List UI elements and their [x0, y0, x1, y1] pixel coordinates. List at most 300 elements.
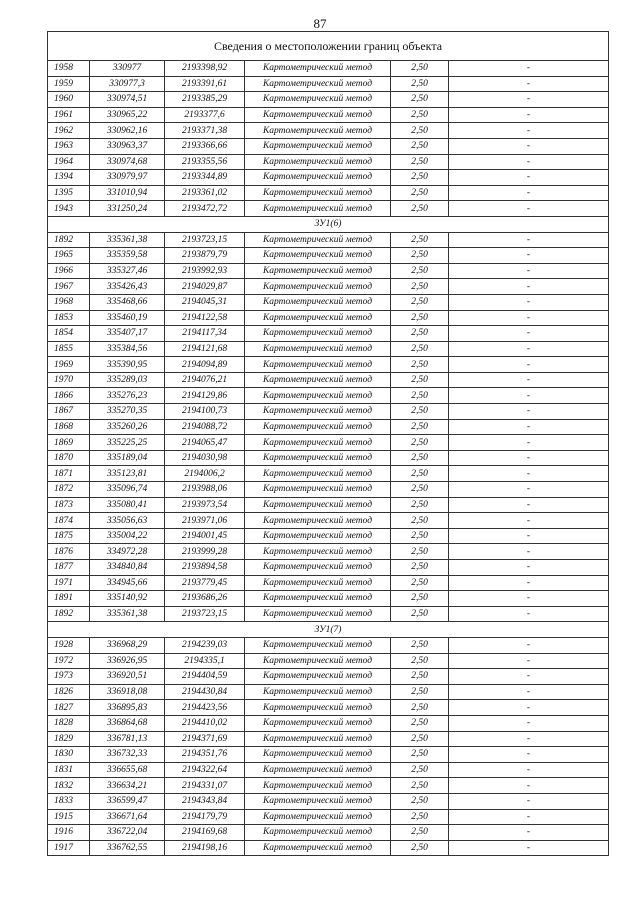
note-cell: -: [449, 809, 609, 825]
note-cell: -: [449, 762, 609, 778]
point-number-cell: 1971: [48, 575, 90, 591]
point-number-cell: 1867: [48, 404, 90, 420]
note-cell: -: [449, 778, 609, 794]
coord-y-cell: 2193361,02: [165, 185, 245, 201]
note-cell: -: [449, 450, 609, 466]
coord-y-cell: 2194423,56: [165, 700, 245, 716]
accuracy-cell: 2,50: [391, 637, 449, 653]
coord-y-cell: 2194030,98: [165, 450, 245, 466]
point-number-cell: 1965: [48, 248, 90, 264]
coord-x-cell: 336634,21: [90, 778, 165, 794]
table-row: [48, 92, 609, 108]
coord-x-cell: 335289,03: [90, 372, 165, 388]
table-row: [48, 560, 609, 576]
method-cell: Картометрический метод: [245, 248, 391, 264]
coord-y-cell: 2194076,21: [165, 372, 245, 388]
coord-x-cell: 335276,23: [90, 388, 165, 404]
coord-x-cell: 335123,81: [90, 466, 165, 482]
coord-y-cell: 2194121,68: [165, 341, 245, 357]
coord-x-cell: 335096,74: [90, 482, 165, 498]
point-number-cell: 1869: [48, 435, 90, 451]
note-cell: -: [449, 372, 609, 388]
coord-x-cell: 334840,84: [90, 560, 165, 576]
coord-y-cell: 2194100,73: [165, 404, 245, 420]
method-cell: Картометрический метод: [245, 450, 391, 466]
coord-x-cell: 335080,41: [90, 497, 165, 513]
accuracy-cell: 2,50: [391, 263, 449, 279]
coord-x-cell: 331010,94: [90, 185, 165, 201]
point-number-cell: 1967: [48, 279, 90, 295]
point-number-cell: 1871: [48, 466, 90, 482]
method-cell: Картометрический метод: [245, 435, 391, 451]
coord-x-cell: 335468,66: [90, 294, 165, 310]
method-cell: Картометрический метод: [245, 154, 391, 170]
coord-x-cell: 335384,56: [90, 341, 165, 357]
accuracy-cell: 2,50: [391, 248, 449, 264]
coord-x-cell: 335260,26: [90, 419, 165, 435]
coord-y-cell: 2193366,66: [165, 138, 245, 154]
coord-x-cell: 336671,64: [90, 809, 165, 825]
coord-x-cell: 330977: [90, 61, 165, 77]
table-row: [48, 279, 609, 295]
table-row: [48, 232, 609, 248]
coord-x-cell: 336926,95: [90, 653, 165, 669]
point-number-cell: 1917: [48, 840, 90, 856]
point-number-cell: 1915: [48, 809, 90, 825]
note-cell: -: [449, 92, 609, 108]
method-cell: Картометрический метод: [245, 778, 391, 794]
note-cell: -: [449, 185, 609, 201]
coord-x-cell: 335270,35: [90, 404, 165, 420]
coord-y-cell: 2193723,15: [165, 606, 245, 622]
note-cell: -: [449, 326, 609, 342]
method-cell: Картометрический метод: [245, 185, 391, 201]
coord-y-cell: 2194331,07: [165, 778, 245, 794]
method-cell: Картометрический метод: [245, 575, 391, 591]
note-cell: -: [449, 294, 609, 310]
table-row: [48, 435, 609, 451]
point-number-cell: 1854: [48, 326, 90, 342]
table-row: [48, 513, 609, 529]
method-cell: Картометрический метод: [245, 170, 391, 186]
coord-y-cell: 2194322,64: [165, 762, 245, 778]
method-cell: Картометрический метод: [245, 341, 391, 357]
point-number-cell: 1395: [48, 185, 90, 201]
table-row: [48, 825, 609, 841]
accuracy-cell: 2,50: [391, 372, 449, 388]
coord-y-cell: 2193355,56: [165, 154, 245, 170]
accuracy-cell: 2,50: [391, 762, 449, 778]
method-cell: Картометрический метод: [245, 731, 391, 747]
note-cell: -: [449, 248, 609, 264]
point-number-cell: 1970: [48, 372, 90, 388]
accuracy-cell: 2,50: [391, 61, 449, 77]
coord-x-cell: 336762,55: [90, 840, 165, 856]
note-cell: -: [449, 123, 609, 139]
coord-x-cell: 335327,46: [90, 263, 165, 279]
accuracy-cell: 2,50: [391, 294, 449, 310]
note-cell: -: [449, 560, 609, 576]
accuracy-cell: 2,50: [391, 310, 449, 326]
coord-x-cell: 335225,25: [90, 435, 165, 451]
accuracy-cell: 2,50: [391, 715, 449, 731]
method-cell: Картометрический метод: [245, 513, 391, 529]
accuracy-cell: 2,50: [391, 544, 449, 560]
coord-x-cell: 335004,22: [90, 528, 165, 544]
method-cell: Картометрический метод: [245, 419, 391, 435]
coord-x-cell: 336599,47: [90, 793, 165, 809]
section-label: ЗУ1(6): [48, 216, 609, 232]
coord-x-cell: 336732,33: [90, 747, 165, 763]
point-number-cell: 1830: [48, 747, 90, 763]
point-number-cell: 1874: [48, 513, 90, 529]
note-cell: -: [449, 341, 609, 357]
table-row: [48, 310, 609, 326]
accuracy-cell: 2,50: [391, 76, 449, 92]
coord-y-cell: 2194129,86: [165, 388, 245, 404]
note-cell: -: [449, 279, 609, 295]
coord-y-cell: 2194088,72: [165, 419, 245, 435]
table-row: [48, 248, 609, 264]
note-cell: -: [449, 653, 609, 669]
coord-y-cell: 2193999,28: [165, 544, 245, 560]
method-cell: Картометрический метод: [245, 279, 391, 295]
point-number-cell: 1891: [48, 591, 90, 607]
method-cell: Картометрический метод: [245, 497, 391, 513]
accuracy-cell: 2,50: [391, 684, 449, 700]
accuracy-cell: 2,50: [391, 482, 449, 498]
point-number-cell: 1870: [48, 450, 90, 466]
coord-x-cell: 335460,19: [90, 310, 165, 326]
table-row: [48, 170, 609, 186]
accuracy-cell: 2,50: [391, 232, 449, 248]
table-row: [48, 653, 609, 669]
point-number-cell: 1969: [48, 357, 90, 373]
table-row: [48, 341, 609, 357]
note-cell: -: [449, 466, 609, 482]
coord-y-cell: 2194343,84: [165, 793, 245, 809]
method-cell: Картометрический метод: [245, 263, 391, 279]
section-label: ЗУ1(7): [48, 622, 609, 638]
coord-y-cell: 2193398,92: [165, 61, 245, 77]
table-row: [48, 606, 609, 622]
accuracy-cell: 2,50: [391, 606, 449, 622]
note-cell: -: [449, 544, 609, 560]
table-row: [48, 591, 609, 607]
accuracy-cell: 2,50: [391, 107, 449, 123]
accuracy-cell: 2,50: [391, 793, 449, 809]
method-cell: Картометрический метод: [245, 809, 391, 825]
page-number: 87: [313, 16, 327, 31]
table-row: [48, 123, 609, 139]
table-row: [48, 482, 609, 498]
point-number-cell: 1962: [48, 123, 90, 139]
coord-x-cell: 336655,68: [90, 762, 165, 778]
table-row: [48, 528, 609, 544]
coord-x-cell: 335140,92: [90, 591, 165, 607]
method-cell: Картометрический метод: [245, 372, 391, 388]
accuracy-cell: 2,50: [391, 404, 449, 420]
point-number-cell: 1872: [48, 482, 90, 498]
coord-x-cell: 335361,38: [90, 232, 165, 248]
point-number-cell: 1831: [48, 762, 90, 778]
accuracy-cell: 2,50: [391, 154, 449, 170]
coord-x-cell: 336920,51: [90, 669, 165, 685]
coord-x-cell: 334972,28: [90, 544, 165, 560]
note-cell: -: [449, 138, 609, 154]
point-number-cell: 1853: [48, 310, 90, 326]
accuracy-cell: 2,50: [391, 92, 449, 108]
point-number-cell: 1832: [48, 778, 90, 794]
method-cell: Картометрический метод: [245, 388, 391, 404]
method-cell: Картометрический метод: [245, 793, 391, 809]
coord-y-cell: 2193988,06: [165, 482, 245, 498]
point-number-cell: 1960: [48, 92, 90, 108]
point-number-cell: 1829: [48, 731, 90, 747]
point-number-cell: 1973: [48, 669, 90, 685]
coord-x-cell: 330979,97: [90, 170, 165, 186]
table-row: [48, 357, 609, 373]
accuracy-cell: 2,50: [391, 825, 449, 841]
accuracy-cell: 2,50: [391, 700, 449, 716]
coord-y-cell: 2194045,31: [165, 294, 245, 310]
table-row: [48, 669, 609, 685]
method-cell: Картометрический метод: [245, 310, 391, 326]
coord-x-cell: 336864,68: [90, 715, 165, 731]
coord-x-cell: 336781,13: [90, 731, 165, 747]
method-cell: Картометрический метод: [245, 232, 391, 248]
table-row: [48, 497, 609, 513]
table-row: [48, 809, 609, 825]
point-number-cell: 1966: [48, 263, 90, 279]
note-cell: -: [449, 497, 609, 513]
coord-y-cell: 2193992,93: [165, 263, 245, 279]
table-row: [48, 450, 609, 466]
coord-y-cell: 2193472,72: [165, 201, 245, 217]
coord-y-cell: 2194410,02: [165, 715, 245, 731]
coord-x-cell: 334945,66: [90, 575, 165, 591]
coord-y-cell: 2193686,26: [165, 591, 245, 607]
accuracy-cell: 2,50: [391, 123, 449, 139]
coord-x-cell: 335407,17: [90, 326, 165, 342]
note-cell: -: [449, 731, 609, 747]
method-cell: Картометрический метод: [245, 591, 391, 607]
table-row: [48, 201, 609, 217]
table-row: [48, 778, 609, 794]
table-row: [48, 419, 609, 435]
accuracy-cell: 2,50: [391, 528, 449, 544]
coord-x-cell: 335361,38: [90, 606, 165, 622]
note-cell: -: [449, 404, 609, 420]
table-row: [48, 793, 609, 809]
note-cell: -: [449, 388, 609, 404]
table-row: [48, 840, 609, 856]
method-cell: Картометрический метод: [245, 762, 391, 778]
point-number-cell: 1961: [48, 107, 90, 123]
accuracy-cell: 2,50: [391, 497, 449, 513]
point-number-cell: 1866: [48, 388, 90, 404]
accuracy-cell: 2,50: [391, 341, 449, 357]
method-cell: Картометрический метод: [245, 107, 391, 123]
coord-x-cell: 330965,22: [90, 107, 165, 123]
table-row: [48, 263, 609, 279]
point-number-cell: 1826: [48, 684, 90, 700]
section-row: [48, 622, 609, 638]
note-cell: -: [449, 591, 609, 607]
point-number-cell: 1968: [48, 294, 90, 310]
note-cell: -: [449, 825, 609, 841]
accuracy-cell: 2,50: [391, 435, 449, 451]
point-number-cell: 1892: [48, 232, 90, 248]
accuracy-cell: 2,50: [391, 450, 449, 466]
method-cell: Картометрический метод: [245, 61, 391, 77]
table-row: [48, 388, 609, 404]
section-row: [48, 216, 609, 232]
point-number-cell: 1855: [48, 341, 90, 357]
coord-y-cell: 2193391,61: [165, 76, 245, 92]
note-cell: -: [449, 232, 609, 248]
accuracy-cell: 2,50: [391, 591, 449, 607]
note-cell: -: [449, 840, 609, 856]
coord-x-cell: 336918,08: [90, 684, 165, 700]
coord-x-cell: 330963,37: [90, 138, 165, 154]
method-cell: Картометрический метод: [245, 669, 391, 685]
note-cell: -: [449, 793, 609, 809]
method-cell: Картометрический метод: [245, 482, 391, 498]
accuracy-cell: 2,50: [391, 669, 449, 685]
note-cell: -: [449, 263, 609, 279]
accuracy-cell: 2,50: [391, 731, 449, 747]
method-cell: Картометрический метод: [245, 637, 391, 653]
coord-x-cell: 335056,63: [90, 513, 165, 529]
accuracy-cell: 2,50: [391, 809, 449, 825]
coord-x-cell: 330974,68: [90, 154, 165, 170]
method-cell: Картометрический метод: [245, 123, 391, 139]
table-row: [48, 185, 609, 201]
table-row: [48, 747, 609, 763]
coord-y-cell: 2194029,87: [165, 279, 245, 295]
point-number-cell: 1873: [48, 497, 90, 513]
point-number-cell: 1964: [48, 154, 90, 170]
table-row: [48, 466, 609, 482]
method-cell: Картометрический метод: [245, 357, 391, 373]
coord-y-cell: 2194094,89: [165, 357, 245, 373]
coord-y-cell: 2194065,47: [165, 435, 245, 451]
table-row: [48, 700, 609, 716]
coord-y-cell: 2194430,84: [165, 684, 245, 700]
note-cell: -: [449, 61, 609, 77]
accuracy-cell: 2,50: [391, 560, 449, 576]
table-row: [48, 107, 609, 123]
coord-y-cell: 2193779,45: [165, 575, 245, 591]
note-cell: -: [449, 575, 609, 591]
method-cell: Картометрический метод: [245, 466, 391, 482]
method-cell: Картометрический метод: [245, 747, 391, 763]
note-cell: -: [449, 637, 609, 653]
method-cell: Картометрический метод: [245, 700, 391, 716]
method-cell: Картометрический метод: [245, 840, 391, 856]
accuracy-cell: 2,50: [391, 185, 449, 201]
method-cell: Картометрический метод: [245, 560, 391, 576]
method-cell: Картометрический метод: [245, 138, 391, 154]
accuracy-cell: 2,50: [391, 138, 449, 154]
accuracy-cell: 2,50: [391, 575, 449, 591]
coord-y-cell: 2194006,2: [165, 466, 245, 482]
coord-x-cell: 330962,16: [90, 123, 165, 139]
coord-y-cell: 2193971,06: [165, 513, 245, 529]
note-cell: -: [449, 684, 609, 700]
coord-y-cell: 2194335,1: [165, 653, 245, 669]
accuracy-cell: 2,50: [391, 388, 449, 404]
accuracy-cell: 2,50: [391, 357, 449, 373]
accuracy-cell: 2,50: [391, 279, 449, 295]
note-cell: -: [449, 419, 609, 435]
coord-x-cell: 335426,43: [90, 279, 165, 295]
coord-x-cell: 331250,24: [90, 201, 165, 217]
accuracy-cell: 2,50: [391, 653, 449, 669]
coord-y-cell: 2194117,34: [165, 326, 245, 342]
accuracy-cell: 2,50: [391, 466, 449, 482]
point-number-cell: 1394: [48, 170, 90, 186]
method-cell: Картометрический метод: [245, 653, 391, 669]
coord-y-cell: 2194001,45: [165, 528, 245, 544]
note-cell: -: [449, 435, 609, 451]
table-row: [48, 372, 609, 388]
coord-x-cell: 335189,04: [90, 450, 165, 466]
coord-y-cell: 2194351,76: [165, 747, 245, 763]
table-title: Сведения о местоположении границ объекта: [48, 32, 609, 61]
note-cell: -: [449, 154, 609, 170]
accuracy-cell: 2,50: [391, 778, 449, 794]
coord-y-cell: 2193385,29: [165, 92, 245, 108]
boundary-points-table: [47, 31, 609, 856]
table-row: [48, 404, 609, 420]
method-cell: Картометрический метод: [245, 294, 391, 310]
note-cell: -: [449, 107, 609, 123]
coord-x-cell: 336895,83: [90, 700, 165, 716]
coord-y-cell: 2193344,89: [165, 170, 245, 186]
note-cell: -: [449, 201, 609, 217]
note-cell: -: [449, 528, 609, 544]
accuracy-cell: 2,50: [391, 326, 449, 342]
accuracy-cell: 2,50: [391, 747, 449, 763]
method-cell: Картометрический метод: [245, 684, 391, 700]
point-number-cell: 1916: [48, 825, 90, 841]
table-row: [48, 76, 609, 92]
accuracy-cell: 2,50: [391, 419, 449, 435]
table-row: [48, 154, 609, 170]
coord-x-cell: 335359,58: [90, 248, 165, 264]
coord-y-cell: 2193894,58: [165, 560, 245, 576]
coord-x-cell: 336722,04: [90, 825, 165, 841]
method-cell: Картометрический метод: [245, 404, 391, 420]
table-row: [48, 544, 609, 560]
point-number-cell: 1959: [48, 76, 90, 92]
coord-y-cell: 2193973,54: [165, 497, 245, 513]
coord-y-cell: 2194239,03: [165, 637, 245, 653]
method-cell: Картометрический метод: [245, 76, 391, 92]
table-row: [48, 731, 609, 747]
note-cell: -: [449, 482, 609, 498]
method-cell: Картометрический метод: [245, 326, 391, 342]
note-cell: -: [449, 606, 609, 622]
table-row: [48, 294, 609, 310]
note-cell: -: [449, 715, 609, 731]
table-row: [48, 326, 609, 342]
coord-y-cell: 2194122,58: [165, 310, 245, 326]
point-number-cell: 1827: [48, 700, 90, 716]
accuracy-cell: 2,50: [391, 840, 449, 856]
